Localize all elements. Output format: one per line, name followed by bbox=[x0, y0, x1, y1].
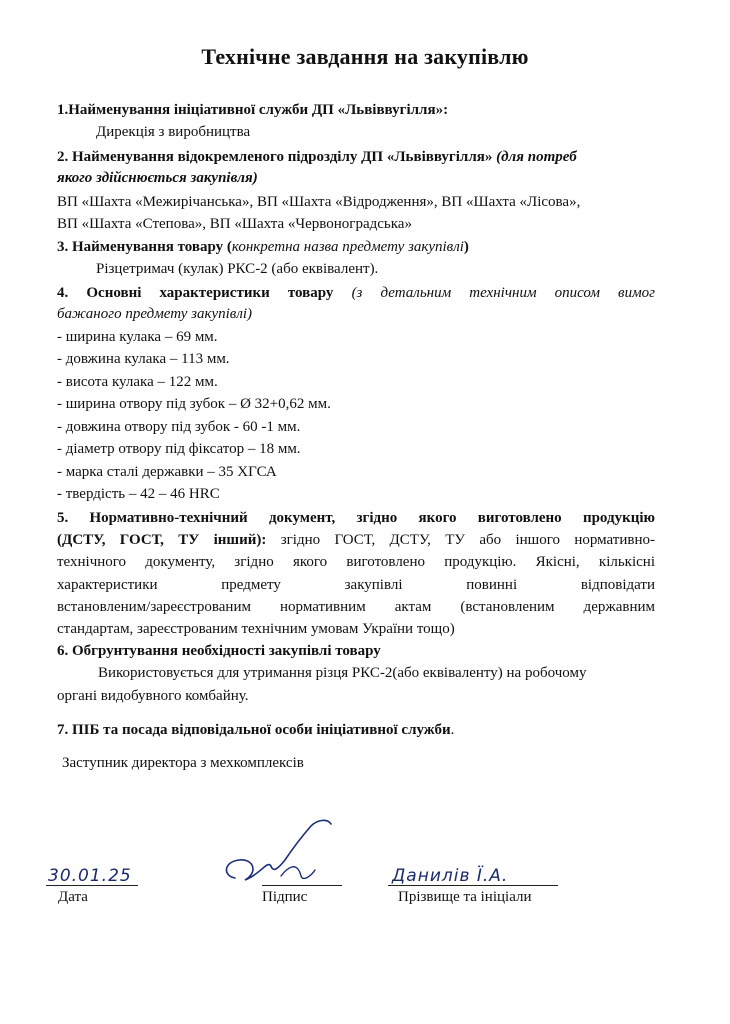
section-4-heading-bold: 4. Основні характеристики товару bbox=[57, 285, 334, 301]
section-6-heading: 6. Обгрунтування необхідності закупівлі товару bbox=[57, 643, 381, 659]
handwritten-name: Данилів Ї.А. bbox=[392, 866, 509, 886]
responsible-position: Заступник директора з мехкомплексів bbox=[62, 755, 304, 771]
spec-item: - марка сталі державки – 35 ХГСА bbox=[57, 464, 277, 480]
section-2-heading-italic: (для потреб bbox=[492, 149, 577, 165]
signature-caption: Підпис bbox=[262, 889, 308, 905]
section-5-line-3: технічного документу, згідно якого виготовлено продукцію. Якісні, кількісні bbox=[57, 554, 655, 570]
handwritten-date: 30.01.25 bbox=[48, 866, 132, 886]
section-3-heading bbox=[57, 237, 469, 258]
document-title: Технічне завдання на закупівлю bbox=[201, 44, 529, 69]
name-line bbox=[388, 885, 558, 886]
section-5-text: згідно ГОСТ, ДСТУ, ТУ або іншого нормативно- bbox=[266, 532, 655, 548]
section-5-line-2 bbox=[57, 530, 655, 551]
section-7-heading-bold: 7. ПІБ та посада відповідальної особи ініціативної служби bbox=[57, 722, 451, 738]
section-2-heading bbox=[57, 147, 577, 168]
section-2-line-2: ВП «Шахта «Степова», ВП «Шахта «Червоноградська» bbox=[57, 216, 412, 232]
spec-item: - довжина кулака – 113 мм. bbox=[57, 351, 230, 367]
date-caption: Дата bbox=[58, 889, 88, 905]
spec-item: - ширина отвору під зубок – Ø 32+0,62 мм. bbox=[57, 396, 331, 412]
section-4-heading-italic: (з детальним технічним описом вимог bbox=[333, 285, 655, 301]
section-6-line-1: Використовується для утримання різця РКС-2(або еквіваленту) на робочому bbox=[98, 665, 587, 681]
section-6-line-2: органі видобувного комбайну. bbox=[57, 688, 249, 704]
section-3-heading-end: ) bbox=[463, 239, 469, 255]
section-4-heading bbox=[57, 283, 655, 304]
section-7-heading bbox=[57, 720, 454, 741]
name-caption: Прізвище та ініціали bbox=[398, 889, 532, 905]
spec-item: - довжина отвору під зубок - 60 -1 мм. bbox=[57, 419, 301, 435]
spec-item: - ширина кулака – 69 мм. bbox=[57, 329, 218, 345]
section-5-heading: 5. Нормативно-технічний документ, згідно якого виготовлено продукцію bbox=[57, 510, 655, 526]
section-3-heading-italic: конкретна назва предмету закупівлі bbox=[231, 239, 464, 255]
section-2-heading-bold: 2. Найменування відокремленого підрозділу ДП «Львіввугілля» bbox=[57, 149, 493, 165]
section-2-heading-cont: якого здійснюється закупівля) bbox=[57, 170, 258, 186]
section-1-heading: 1.Найменування ініціативної служби ДП «Львіввугілля»: bbox=[57, 102, 449, 118]
section-3-value: Різцетримач (кулак) РКС-2 (або еквівалент). bbox=[96, 261, 379, 277]
section-5-line-4: характеристики предмету закупівлі повинні відповідати bbox=[57, 577, 655, 593]
section-4-heading-cont: бажаного предмету закупівлі) bbox=[57, 306, 253, 322]
signature-scribble-icon bbox=[215, 816, 345, 896]
section-7-heading-end: . bbox=[450, 722, 455, 738]
date-line bbox=[46, 885, 138, 886]
spec-item: - твердість – 42 – 46 HRC bbox=[57, 486, 220, 502]
spec-item: - діаметр отвору під фіксатор – 18 мм. bbox=[57, 441, 301, 457]
section-5-heading-end: (ДСТУ, ГОСТ, ТУ інший): bbox=[57, 532, 267, 548]
section-1-value: Дирекція з виробництва bbox=[96, 124, 251, 140]
signature-line bbox=[262, 885, 342, 886]
spec-item: - висота кулака – 122 мм. bbox=[57, 374, 218, 390]
section-5-line-5: встановленим/зареєстрованим нормативним актам (встановленим державним bbox=[57, 599, 655, 615]
section-2-line-1: ВП «Шахта «Межирічанська», ВП «Шахта «Відродження», ВП «Шахта «Лісова», bbox=[57, 194, 581, 210]
section-5-line-6: стандартам, зареєстрованим технічним умовам України тощо) bbox=[57, 621, 455, 637]
section-3-heading-bold: 3. Найменування товару ( bbox=[57, 239, 232, 255]
